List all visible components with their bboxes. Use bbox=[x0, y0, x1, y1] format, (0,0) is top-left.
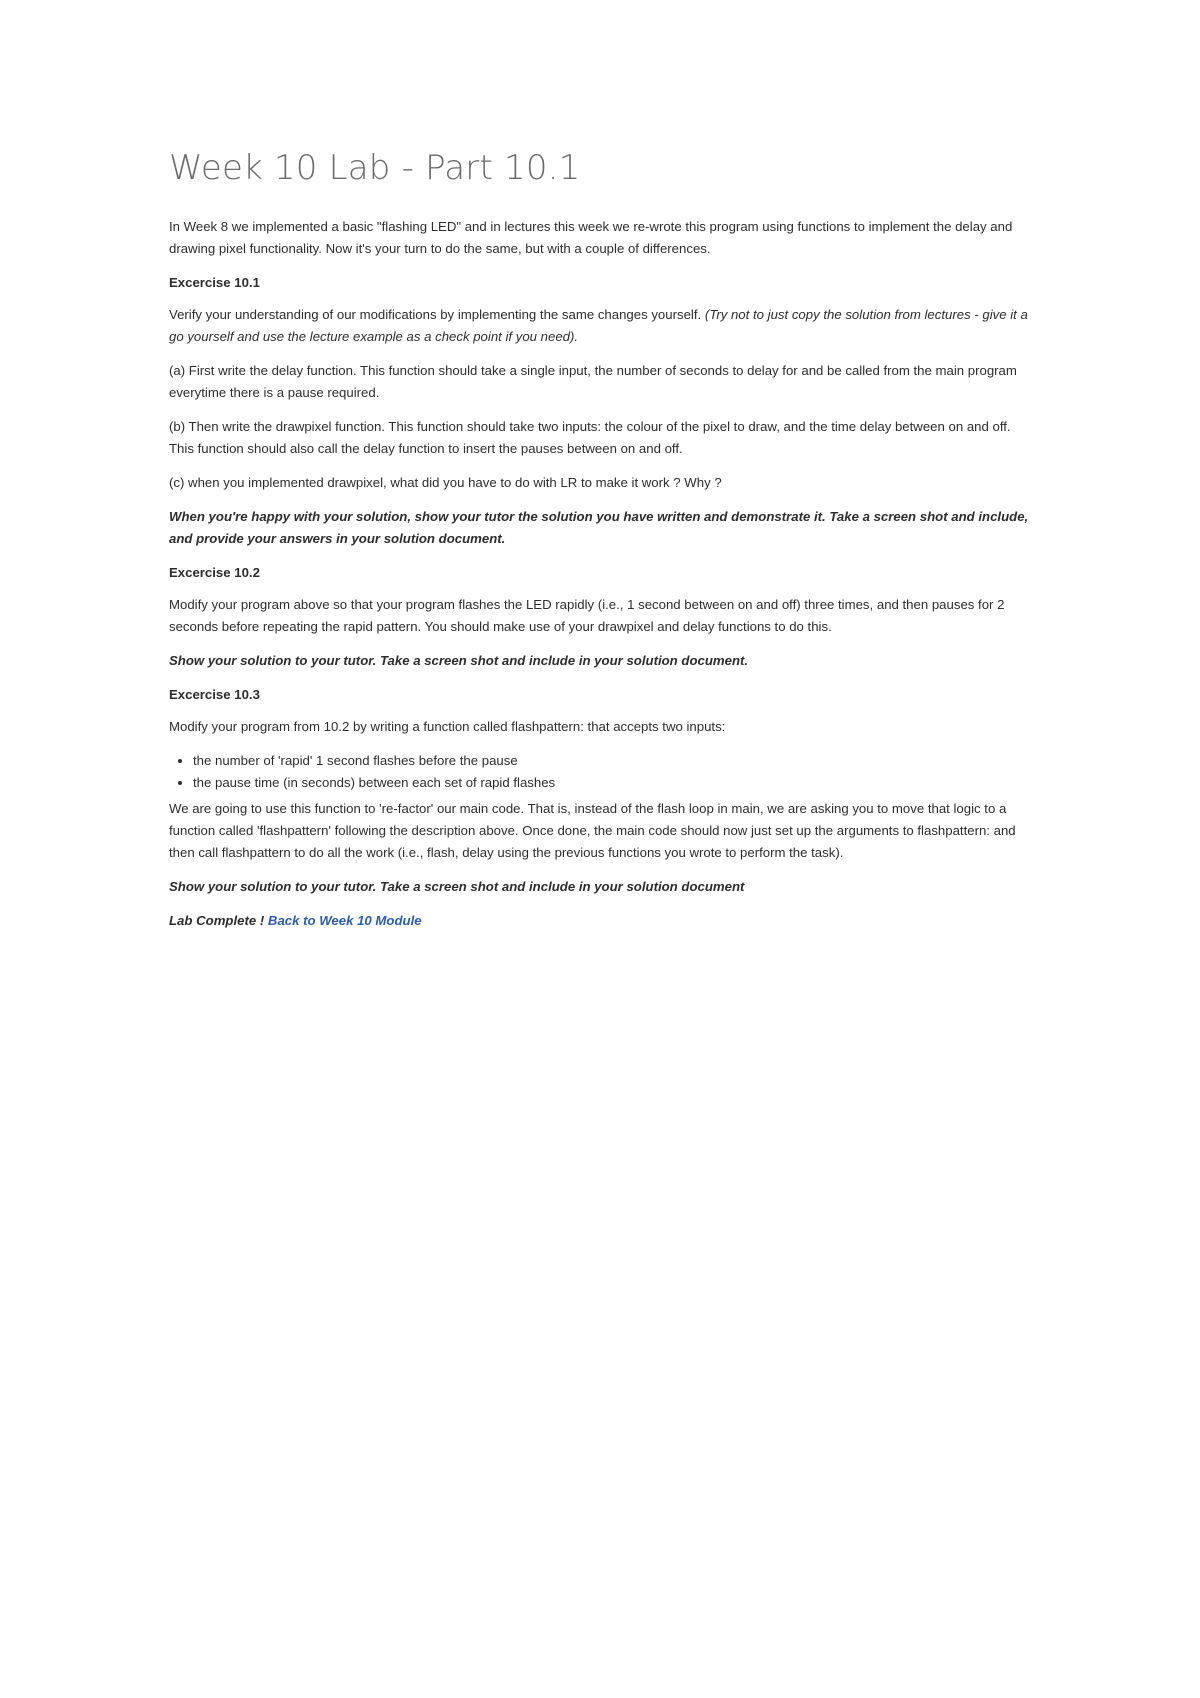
list-item: • the pause time (in seconds) between each set of rapid flashes bbox=[193, 772, 1029, 794]
exercise-10-3-instruction: Show your solution to your tutor. Take a screen shot and include in your solution document bbox=[169, 879, 745, 894]
list-item: • the number of 'rapid' 1 second flashes before the pause bbox=[193, 750, 1029, 772]
exercise-10-2-instruction: Show your solution to your tutor. Take a screen shot and include in your solution document. bbox=[169, 653, 749, 668]
exercise-10-1-heading: Excercise 10.1 bbox=[169, 275, 260, 290]
exercise-10-1-verify bbox=[169, 304, 1029, 348]
page-title: Week 10 Lab - Part 10.1 bbox=[169, 148, 581, 188]
exercise-10-3-bullet-list bbox=[169, 750, 1029, 794]
verify-text: Verify your understanding of our modifications by implementing the same changes yourself. bbox=[169, 307, 705, 322]
back-to-module-link[interactable]: Back to Week 10 Module bbox=[267, 913, 422, 928]
lab-complete-line bbox=[169, 910, 1029, 932]
exercise-10-3-refactor: We are going to use this function to 're-factor' our main code. That is, instead of the flash loop in main, we are asking you to move that logic to a function called 'flashpattern' following the description above. Once done, the main code should now just set up the arguments to flashpattern: and then call flashpattern to do all the work (i.e., flash, delay using the previous functions you wrote to perform the task). bbox=[169, 801, 1016, 860]
lab-content bbox=[169, 148, 1029, 944]
exercise-10-3-heading: Excercise 10.3 bbox=[169, 687, 260, 702]
exercise-10-2-body: Modify your program above so that your program flashes the LED rapidly (i.e., 1 second between on and off) three times, and then pauses for 2 seconds before repeating the rapid pattern. You should make use of your drawpixel and delay functions to do this. bbox=[169, 597, 1005, 634]
intro-paragraph: In Week 8 we implemented a basic "flashing LED" and in lectures this week we re-wrote this program using functions to implement the delay and drawing pixel functionality. Now it's your turn to do the same, but with a couple of differences. bbox=[169, 219, 1013, 256]
exercise-10-3-body: Modify your program from 10.2 by writing a function called flashpattern: that accepts two inputs: bbox=[169, 719, 726, 734]
exercise-10-2-heading: Excercise 10.2 bbox=[169, 565, 260, 580]
lab-complete-text: Lab Complete ! bbox=[169, 913, 268, 928]
exercise-10-1-part-a: (a) First write the delay function. This function should take a single input, the number of seconds to delay for and be called from the main program everytime there is a pause required. bbox=[169, 363, 1017, 400]
exercise-10-1-instruction: When you're happy with your solution, show your tutor the solution you have written and demonstrate it. Take a screen shot and include, and provide your answers in your solution document. bbox=[169, 509, 1029, 546]
exercise-10-1-part-b: (b) Then write the drawpixel function. This function should take two inputs: the colour of the pixel to draw, and the time delay between on and off. This function should also call the delay function to insert the pauses between on and off. bbox=[169, 419, 1011, 456]
exercise-10-1-part-c: (c) when you implemented drawpixel, what did you have to do with LR to make it work ? Why ? bbox=[169, 475, 722, 490]
verify-italic-note: (Try not to just copy the solution from lectures - give it a go yourself and use the lecture example as a check point if you need). bbox=[169, 307, 1028, 344]
